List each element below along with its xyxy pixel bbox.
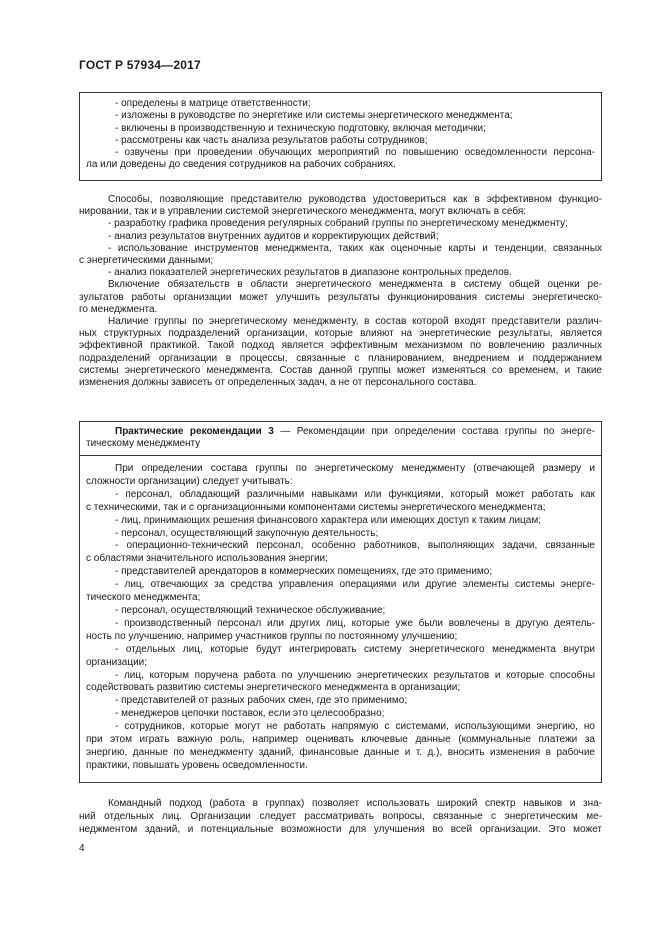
paragraph-line: Включение обязательств в области энергетического менеджмента в систему общей оценки ре- — [108, 279, 602, 291]
paragraph-line: системы энергетического менеджмента. Состав данной группы может изменяться со временем, и такие — [79, 364, 602, 376]
document-header: ГОСТ Р 57934—2017 — [79, 58, 201, 72]
list-item: - операционно-технический персонал, особенно работников, выполняющих задачи, связанные — [115, 540, 595, 552]
list-item-continuation: энергию, данные по менеджменту зданий, финансовые данные и т. д.), вносить изменения в рабочие — [86, 746, 595, 758]
list-item-continuation: с энергетическими данными; — [79, 255, 214, 267]
list-item: - включены в производственную и техническую подготовку, включая методички; — [115, 122, 486, 134]
list-item: - персонал, осуществляющий закупочную деятельность; — [115, 527, 379, 539]
practical-recommendations-box — [79, 421, 602, 783]
recommendations-title-text: — Рекомендации при определении состава группы по энерге- — [273, 426, 595, 437]
list-item: - сотрудников, которые могут не работать напрямую с системами, использующими энергию, но — [115, 721, 595, 733]
list-item-continuation: тического менеджмента; — [86, 592, 201, 604]
body-text-section-2 — [79, 797, 602, 836]
paragraph-line: зультатов работы организации может улучшить результаты функционирования системы энергетическо- — [79, 291, 602, 303]
paragraph-line: эффективной практикой. Такой подход является эффективным механизмом по вовлечению различных — [79, 340, 602, 352]
paragraph-line: ний отдельных лиц. Организации следует рассматривать вопросы, связанные с энергетическим ме- — [79, 811, 602, 822]
paragraph-line: подразделений организации в процессы, связанные с планированием, внедрением и поддержанием — [79, 352, 602, 364]
recommendations-label: Практические рекомендации 3 — [115, 426, 274, 437]
list-item: - определены в матрице ответственности; — [115, 98, 311, 109]
paragraph-line: При определении состава группы по энергетическому менеджменту (отвечающей размеру и — [115, 463, 595, 474]
page-number: 4 — [79, 843, 85, 854]
list-item: - персонал, обладающий различными навыками или функциями, который может работать как — [115, 488, 595, 500]
list-item: - анализ результатов внутренних аудитов и корректирующих действий; — [108, 230, 439, 242]
list-item: - представителей арендаторов в коммерческих помещениях, где это применимо; — [115, 566, 493, 578]
list-item-continuation: с областями значительного использования энергии; — [86, 553, 328, 565]
list-item: - менеджеров цепочки поставок, если это целесообразно; — [115, 708, 385, 720]
list-item: - лиц, принимающих решения финансового характера или имеющих доступ к таким лицам; — [115, 514, 541, 526]
recommendations-title — [80, 422, 601, 456]
body-text-section-1 — [79, 194, 602, 389]
list-item: - рассмотрены как часть анализа результатов работы сотрудников; — [115, 134, 428, 146]
list-item: - производственный персонал или других лиц, которые уже были вовлечены в другую деятель- — [115, 617, 595, 629]
paragraph-line: го менеджмента. — [79, 303, 158, 315]
list-item: - персонал, осуществляющий техническое обслуживание; — [115, 604, 386, 616]
list-item-continuation: содействовать развитию системы энергетического менеджмента в организации; — [86, 682, 461, 694]
paragraph-line: Наличие группы по энергетическому менеджменту, в состав которой входят представители различ- — [108, 316, 602, 328]
list-item-continuation: организации; — [86, 656, 148, 668]
paragraph-line: Командный подход (работа в группах) позволяет использовать широкий спектр навыков и зна- — [108, 798, 602, 809]
list-item: - отдельных лиц, которые будут интегрировать систему энергетического менеджмента внутри — [115, 643, 595, 655]
list-item: - анализ показателей энергетических результатов в диапазоне контрольных пределов. — [108, 267, 512, 279]
list-item-continuation: ла или доведены до сведения сотрудников на рабочих собраниях. — [86, 159, 396, 171]
list-item-continuation: ность по улучшению, например участников группы по постоянному улучшению; — [86, 630, 458, 642]
paragraph-line: изменения должны зависеть от определенных задач, а не от персонального состава. — [79, 377, 477, 389]
list-item: - озвучены при проведении обучающих мероприятий по повышению осведомленности персона- — [115, 147, 595, 159]
paragraph-line: сложности организации) следует учитывать: — [86, 475, 293, 487]
recommendations-body — [80, 456, 601, 773]
list-item: - представителей от разных рабочих смен, где это применимо; — [115, 695, 408, 707]
paragraph-line: неджментом зданий, и потенциальные возможности для улучшения во всей организации. Это может — [79, 824, 602, 835]
list-item: - лиц, которым поручена работа по улучшению энергетических результатов и которые способны — [115, 669, 595, 681]
paragraph-line: ных структурных подразделений организации, которые влияют на энергетические результаты, является — [79, 328, 602, 340]
paragraph-line: Способы, позволяющие представителю руководства удостовериться как в эффективном функцио- — [108, 194, 602, 205]
list-item-continuation: при этом играть важную роль, например оценивать ключевые данные (коммунальные платежи за — [86, 734, 595, 746]
list-item: - разработку графика проведения регулярных собраний группы по энергетическому менеджменту; — [108, 218, 568, 230]
paragraph-line: нировании, так и в управлении системой энергетического менеджмента, могут включать в себя: — [79, 206, 527, 218]
list-item: - лиц, отвечающих за средства управления операциями или другие элементы системы энерге- — [115, 579, 595, 591]
recommendations-title-continuation: тическому менеджменту — [86, 438, 201, 450]
list-item: - использование инструментов менеджмента, таких как оценочные карты и тенденции, связанных — [108, 242, 602, 254]
list-item-continuation: практики, повышать уровень осведомленности. — [86, 759, 308, 771]
list-item-continuation: с техническими, так и с организационными компонентами системы энергетического менеджмента; — [86, 501, 546, 513]
responsibility-list-box — [79, 92, 602, 181]
list-item: - изложены в руководстве по энергетике или системы энергетического менеджмента; — [115, 110, 513, 122]
